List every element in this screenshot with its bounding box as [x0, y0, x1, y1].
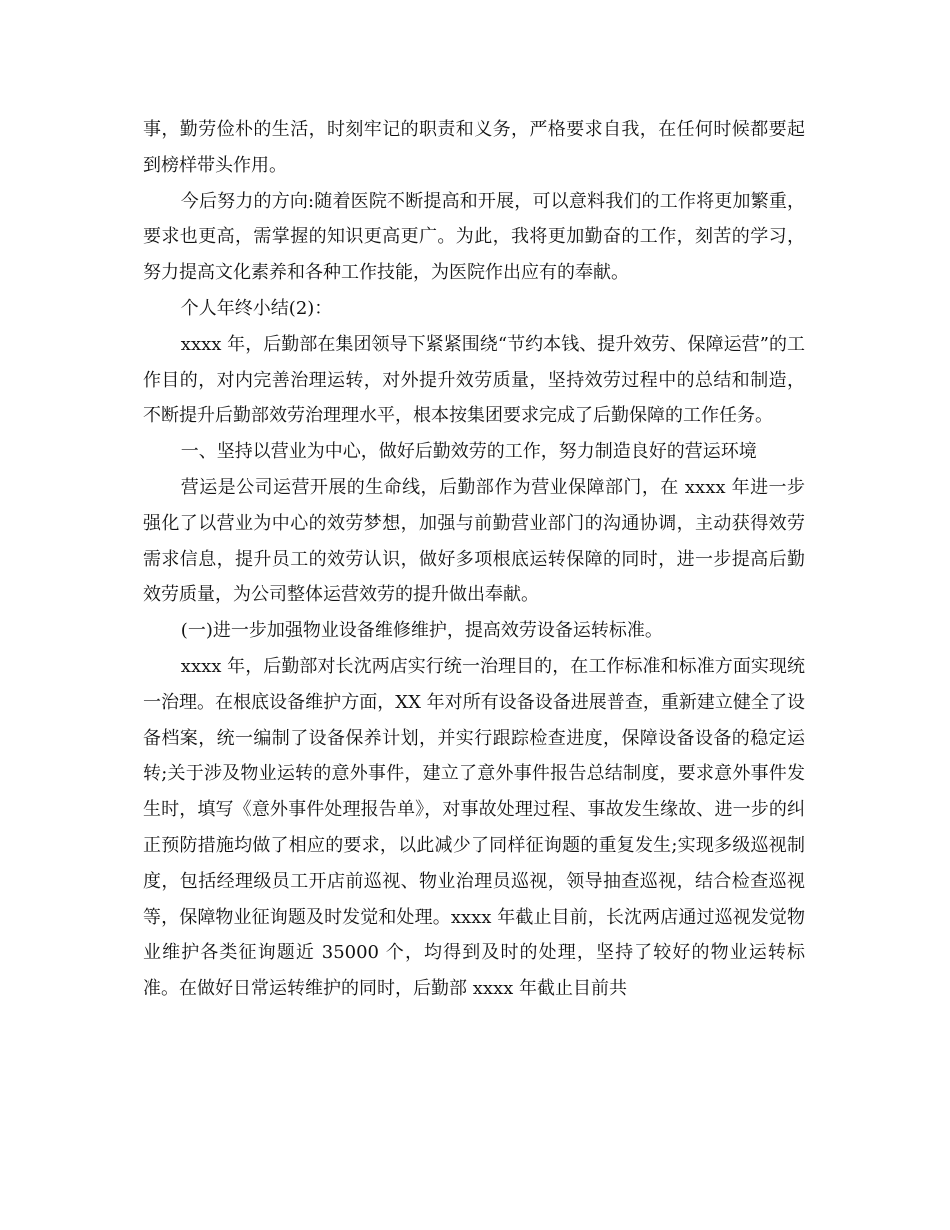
- subsection-heading-1: (一)进一步加强物业设备维修维护，提高效劳设备运转标准。: [180, 620, 663, 642]
- paragraph-operations: 营运是公司运营开展的生命线，后勤部作为营业保障部门，在 xxxx 年进一步强化了以营业为中心的效劳梦想，加强与前勤营业部门的沟通协调，主动获得效劳需求信息，提升员工的效劳认识，做好多项根底运转保障的同时，进一步提高后勤效劳质量，为公司整体运营效劳的提升做出奉献。: [143, 476, 805, 606]
- document-body: [143, 112, 805, 1007]
- section-heading-part-1: 一、坚持以营业为中心，做好后勤效劳的工作，努力制造良好的营运环境: [180, 441, 757, 463]
- section-heading-summary-2: 个人年终小结(2)：: [180, 297, 333, 319]
- paragraph-future-direction: 今后努力的方向:随着医院不断提高和开展，可以意料我们的工作将更加繁重，要求也更高，需掌握的知识更高更广。为此，我将更加勤奋的工作，刻苦的学习，努力提高文化素养和各种工作技能，为医院作出应有的奉献。: [143, 190, 805, 284]
- paragraph-continuation: 事，勤劳俭朴的生活，时刻牢记的职责和义务，严格要求自我，在任何时候都要起到榜样带头作用。: [143, 119, 805, 176]
- paragraph-logistics-intro: xxxx 年，后勤部在集团领导下紧紧围绕“节约本钱、提升效劳、保障运营”的工作目的，对内完善治理运转，对外提升效劳质量，坚持效劳过程中的总结和制造，不断提升后勤部效劳治理理水平，根本按集团要求完成了后勤保障的工作任务。: [143, 333, 805, 427]
- paragraph-maintenance: xxxx 年，后勤部对长沈两店实行统一治理目的，在工作标准和标准方面实现统一治理。在根底设备维护方面，XX 年对所有设备设备进展普查，重新建立健全了设备档案，统一编制了设备保养计划，并实行跟踪检查进度，保障设备设备的稳定运转;关于涉及物业运转的意外事件，建立了意外事件报告总结制度，要求意外事件发生时，填写《意外事件处理报告单》，对事故处理过程、事故发生缘故、进一步的纠正预防措施均做了相应的要求，以此减少了同样征询题的重复发生;实现多级巡视制度，包括经理级员工开店前巡视、物业治理员巡视，领导抽查巡视，结合检查巡视等，保障物业征询题及时发觉和处理。xxxx 年截止目前，长沈两店通过巡视发觉物业维护各类征询题近 35000 个，均得到及时的处理，坚持了较好的物业运转标准。在做好日常运转维护的同时，后勤部 xxxx 年截止目前共: [143, 655, 805, 1000]
